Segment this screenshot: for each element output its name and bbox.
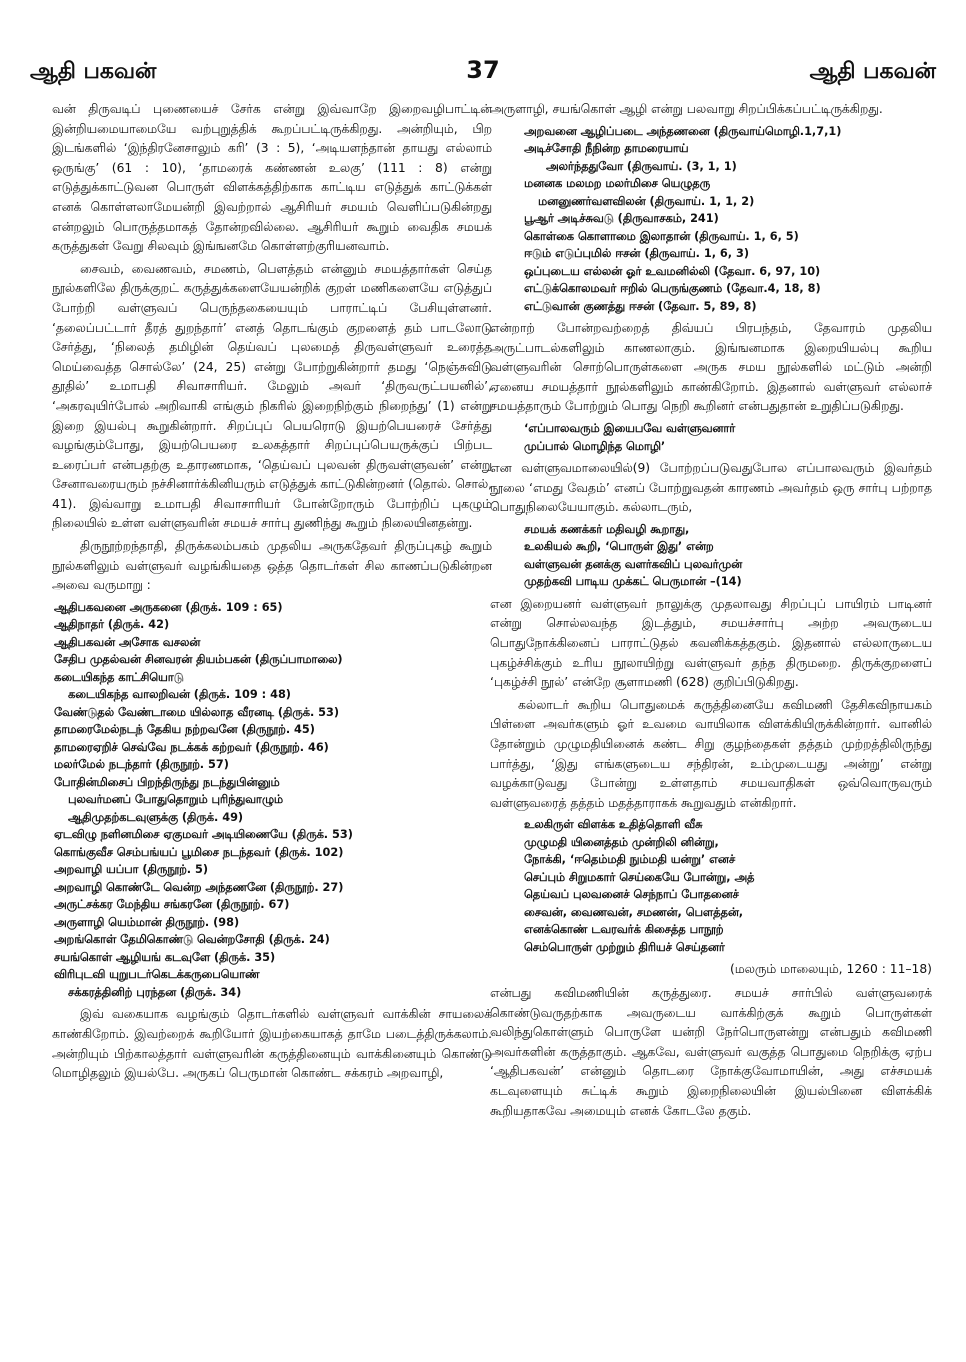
quote-line: முதற்கவி பாடிய முக்கட் பெருமான் –(14) xyxy=(524,575,742,589)
quote-line: சக்கரத்தினிற் புரந்தன (திருக். 34) xyxy=(68,985,242,999)
quote-line: செம்பொருள் முற்றும் திரியச் செய்தனர் xyxy=(524,940,725,954)
quote-line: மலர்மேல் நடந்தார் (திருநூற். 57) xyxy=(54,758,229,772)
quote-line: அடிச்சோதி நீநின்ற தாமரையாய் xyxy=(524,142,689,156)
paragraph: அருளாழி, சயங்கொள் ஆழி என்று பலவாறு சிறப்பிக்கப்பட்டிருக்கிறது. xyxy=(490,102,883,116)
quotation-list xyxy=(490,816,932,956)
quote-line: செப்பும் சிறுமகார் செய்கையே போன்று, அத் xyxy=(524,870,755,884)
quote-line: தாமரைமேல்நடந் தேகிய நற்றவனே (திருநூற். 45) xyxy=(54,723,315,737)
paragraph: கல்லாடர் கூறிய பொதுமைக் கருத்தினையே கவிமணி தேசிகவிநாயகம் பிள்ளை அவர்களும் ஓர் உவமை வாயிலாக விளக்கியிருக்கின்றார். வானில் தோன்றும் முழுமதியினைக் கண்ட சிறு குழந்தைகள் தத்தம் முற்றத்திலிருந்து பார்த்து, ‘இது எங்களுடைய சந்திரன், உம்முடையது அன்று’ என்று வழக்காடுவது போன்று உள்ளதாம் சமயவாதிகள் ஒவ்வொருவரும் வள்ளுவரைத் தத்தம் மதத்தாராகக் கூறுவதும் என்கிறார். xyxy=(490,697,932,810)
quote-line: கொங்குவீச செம்பங்யப் பூமிசை நடந்தவர் (திருக். 102) xyxy=(54,845,344,859)
quote-line: மனனக மலமற மலர்மிசை யெழுதரு xyxy=(524,177,711,191)
quote-line: முழுமதி யினைத்தம் முன்றிலி னின்று, xyxy=(524,835,719,849)
quote-line: முப்பால் மொழிந்த மொழி’ xyxy=(524,439,666,453)
paragraph: சைவம், வைணவம், சமணம், பௌத்தம் என்னும் சமயத்தார்கள் செய்த நூல்களிலே திருக்குறட் கருத்துக்களையேயன்றிக் குறள் மணிகளையே எடுத்துப் போற்றி வள்ளுவப் பெருந்தகையையும் பாராட்டிப் பேசியுள்ளனர். ‘தலைப்பட்டார் தீரத் துறந்தார்’ எனத் தொடங்கும் குறளைத் தம் பாடலோடு சேர்த்து, ‘நிலைத் தமிழின் தெய்வப் புலமைத் திருவள்ளுவர் உரைத்த மெய்வைத்த சொல்லே’ (24, 25) என்று போற்றுகின்றார் தமது ‘நெஞ்சுவிடு தூதில்’ உமாபதி சிவாசாரியர். மேலும் அவர் ‘திருவருட்பயனில்’, ‘அகரவுயிர்போல் அறிவாகி எங்கும் நிகரில் இறைநிற்கும் நிறைந்து’ (1) என்று இறை இயல்பு கூறுகின்றார். சிறப்புப் பெயரொடு இயற்பெயரைச் சேர்த்து வழங்கும்போது, இயற்பெயரை உலகத்தார் சிறப்புப்பெயருக்குப் பிற்பட உரைப்பர் என்பதற்கு உதாரணமாக, ‘தெய்வப் புலவன் திருவள்ளுவன்’ என்று சேனாவரையரும் நச்சினார்க்கினியரும் எடுத்துக் காட்டுகின்றனர் (தொல். சொல், 41). இவ்வாறு உமாபதி சிவாசாரியர் போன்றோரும் போற்றிப் புகழும் நிலையில் உள்ள வள்ளுவரின் சமயச் சார்பு துணிந்து கூறும் நிலையினதன்று. xyxy=(52,261,492,531)
quote-line: மனனுணர்வளவிலன் (திருவாய். 1, 1, 2) xyxy=(538,194,755,208)
quote-line: போதின்மிசைப் பிறந்திருந்து நடந்துபின்னும் xyxy=(54,775,280,789)
running-header-right: ஆதி பகவன் xyxy=(809,59,936,84)
left-column xyxy=(52,100,492,1087)
quote-line: நோக்கி, ‘ஈதெம்மதி நும்மதி யன்று’ எனச் xyxy=(524,853,736,867)
quote-line: அறவாழி கொண்டே வென்ற அந்தணனே (திருநூற். 27) xyxy=(54,880,344,894)
quote-line: ஆதிநாதர் (திருக். 42) xyxy=(54,618,170,632)
quote-line: கடையிகந்த காட்சியொடு xyxy=(54,670,184,684)
paragraph: என்பது கவிமணியின் கருத்துரை. சமயச் சார்பில் வள்ளுவரைக் கொண்டுவருதற்காக அவருடைய வாக்கிற்குக் கூறும் பொருள்கள் வலிந்துகொள்ளும் பொருளே யன்றி நேர்பொருளன்று என்பதும் கவிமணி அவர்களின் கருத்தாகும். ஆகவே, வள்ளுவர் வகுத்த பொதுமை நெறிக்கு ஏற்ப ‘ஆதிபகவன்’ என்னும் தொடரை நோக்குவோமாயின், அது எச்சமயக் கடவுளையும் சுட்டிக் கூறும் இறைநிலையின் இயல்பினை விளக்கிக் கூறியதாகவே அமையும் எனக் கோடலே தகும். xyxy=(490,985,932,1118)
quote-line: அருட்சக்கர மேந்திய சங்கரனே (திருநூற். 67) xyxy=(54,898,290,912)
quote-line: அலர்ந்ததுவோ (திருவாய். (3, 1, 1) xyxy=(546,159,737,173)
paragraph: இவ் வகையாக வழங்கும் தொடர்களில் வள்ளுவர் வாக்கின் சாயலைக் காண்கிறோம். இவற்றைக் கூறியோர் இயற்கையாகத் தாமே படைத்திருக்கலாம். அன்றியும் பிற்காலத்தார் வள்ளுவரின் கருத்தினையும் வாக்கினையும் கொண்டு மொழிதலும் இயல்பே. அருகப் பெருமான் கொண்ட சக்கரம் அறவாழி, xyxy=(52,1007,492,1081)
quote-line: அருளாழி யெம்மான் திருநூற். (98) xyxy=(54,915,240,929)
quote-line: ‘எப்பாலவரும் இயைபவே வள்ளுவனார் xyxy=(524,422,736,436)
quote-line: உலகிருள் விளக்க உதித்தொளி வீசு xyxy=(524,818,703,832)
quote-line: அறவாழி யப்பா (திருநூற். 5) xyxy=(54,863,209,877)
quote-line: தெய்வப் புலவனைச் செந்நாப் போதனைச் xyxy=(524,888,739,902)
paragraph: என வள்ளுவமாலையில்(9) போற்றப்படுவதுபோல எப்பாலவரும் இவர்தம் நூலை ‘எமது வேதம்’ எனப் போற்றுவதன் காரணம் அவர்தம் ஒரு சார்பு பற்றாத பொதுநிலையேயாகும். கல்லாடரும், xyxy=(490,461,932,515)
paragraph: என்றாற் போன்றவற்றைத் திவ்யப் பிரபந்தம், தேவாரம் முதலிய அருட்பாடல்களிலும் காணலாகும். இங்ஙனமாக இறையியல்பு கூறிய வள்ளுவரின் சொற்பொருள்களை அருக சமய நூல்களில் மட்டும் அன்றி ஏனைய சமயத்தார் நூல்களிலும் காண்கிறோம். இதனால் வள்ளுவர் எல்லாச் சமயத்தாரும் போற்றும் பொது நெறி கூறினர் என்பதுதான் உறுதிப்படுகிறது. xyxy=(490,321,932,414)
quote-line: தாமரைஏறிச் செவ்வே நடக்கக் கற்றவர் (திருநூற். 46) xyxy=(54,740,329,754)
quote-line: சைவன், வைணவன், சமணன், பௌத்தன், xyxy=(524,905,744,919)
quotation-list xyxy=(490,123,932,316)
right-column xyxy=(490,100,932,1124)
quotation-list xyxy=(490,420,932,455)
quote-line: வேண்டுதல் வேண்டாமை யில்லாத வீரனடி (திருக். 53) xyxy=(54,705,340,719)
quote-line: எட்டுக்கொலமவர் ஈறில் பெருங்குணம் (தேவா.4, 18, 8) xyxy=(524,282,821,296)
quote-line: ஒப்புடைய எல்லன் ஓர் உவமனில்லி (தேவா. 6, 97, 10) xyxy=(524,264,821,278)
quote-line: ஆதிமுதற்கடவுளுக்கு (திருக். 49) xyxy=(68,810,244,824)
citation: (மலரும் மாலையும், 1260 : 11–18) xyxy=(729,962,932,977)
quotation-list xyxy=(52,599,492,1002)
quote-line: எட்டுவான் குணத்து ஈசன் (தேவா. 5, 89, 8) xyxy=(524,299,757,313)
running-header-left: ஆதி பகவன் xyxy=(30,59,157,84)
quote-line: புலவர்மனப் போதுதொறும் புரிந்துவாழும் xyxy=(68,793,283,807)
quote-line: சயங்கொள் ஆழியங் கடவுளே (திருக். 35) xyxy=(54,950,276,964)
quote-line: அறவனை ஆழிப்படை அந்தணனை (திருவாய்மொழி.1,7,1) xyxy=(524,124,842,138)
quote-line: கடையிகந்த வாலறிவன் (திருக். 109 : 48) xyxy=(68,688,291,702)
quote-line: பூஆர் அடிச்சுவடு (திருவாசகம், 241) xyxy=(524,212,719,226)
quote-line: வள்ளுவன் தனக்கு வளர்கவிப் புலவர்முன் xyxy=(524,557,743,571)
quote-line: கொள்கை கொளாமை இலாதான் (திருவாய். 1, 6, 5) xyxy=(524,229,799,243)
quote-line: அறங்கொள் தேமிகொண்டு வென்றசோதி (திருக். 24) xyxy=(54,933,330,947)
paragraph: என இறையனர் வள்ளுவர் நாலுக்கு முதலாவது சிறப்புப் பாயிரம் பாடினர் என்று சொல்லவந்த இடத்தும், சமயச்சார்பு அற்ற அவருடைய பொதுநோக்கினைப் பாராட்டுதல் கவனிக்கத்தகும். இதனால் எல்லாருடைய புகழ்ச்சிக்கும் உரிய நூலாயிற்று வள்ளுவர் தந்த திருமறை. திருக்குறளைப் ‘புகழ்ச்சி நூல்’ என்றே சூளாமணி (628) குறிப்பிடுகிறது. xyxy=(490,596,932,690)
quote-line: ஆதிபகவன் அசோக வசலன் xyxy=(54,635,201,649)
quote-line: ஈடும் எடுப்புமில் ஈசன் (திருவாய். 1, 6, 3) xyxy=(524,247,750,261)
quote-line: விரிபுடவி யுறுபடர்கெடக்கருபையொண் xyxy=(54,968,260,982)
paragraph: வன் திருவடிப் புணையைச் சேர்க என்று இவ்வாறே இறைவழிபாட்டின் இன்றியமையாமையே வற்புறுத்திக் கூறப்பட்டிருக்கிறது. அன்றியும், பிற இடங்களில் ‘இந்திரனேசாலும் கரி’ (3 : 5), ‘அடியளந்தான் தாயது எல்லாம் ஒருங்கு’ (61 : 10), ‘தாமரைக் கண்ணன் உலகு’ (111 : 8) என்று எடுத்துக்காட்டுவன பொருள் விளக்கத்திற்காக காட்டிய எடுத்துக் காட்டுக்கள் எனக் கொள்ளலாமேயன்றி இவற்றால் ஆசிரியர் சமயம் வெளிப்படுகின்றது என்றலும் பொருத்தமாகத் தோன்றவில்லை. ஆசிரியர் கூறும் வைதிக சமயக் கருத்துகள் வேறு சிலவும் இங்ஙனமே கொள்ளற்குரியனவாம். xyxy=(52,102,492,254)
quotation-list xyxy=(490,521,932,591)
paragraph: திருநூற்றந்தாதி, திருக்கலம்பகம் முதலிய அருகதேவர் திருப்புகழ் கூறும் நூல்களிலும் வள்ளுவர் வழங்கியதை ஒத்த தொடர்கள் சில காணப்படுகின்றன அவை வருமாறு : xyxy=(52,539,492,593)
quote-line: சமயக் கணக்கர் மதிவழி கூறாது, xyxy=(524,522,690,536)
quote-line: ஆதிபகவனை அருகனை (திருக். 109 : 65) xyxy=(54,600,283,614)
quote-line: ஏடவிழு நளினமிசை ஏகுமவர் அடியிணையே (திருக். 53) xyxy=(54,828,353,842)
quote-line: சேதிப முதல்வன் சினவரன் தியம்பகன் (திருப்பாமாலை) xyxy=(54,653,343,667)
page-number: 37 xyxy=(466,56,500,84)
quote-line: எனக்கொண் டவரவர்க் கிசைத்த பாநூற் xyxy=(524,923,724,937)
quote-line: உலகியல் கூறி, ‘பொருள் இது’ என்ற xyxy=(524,540,714,554)
